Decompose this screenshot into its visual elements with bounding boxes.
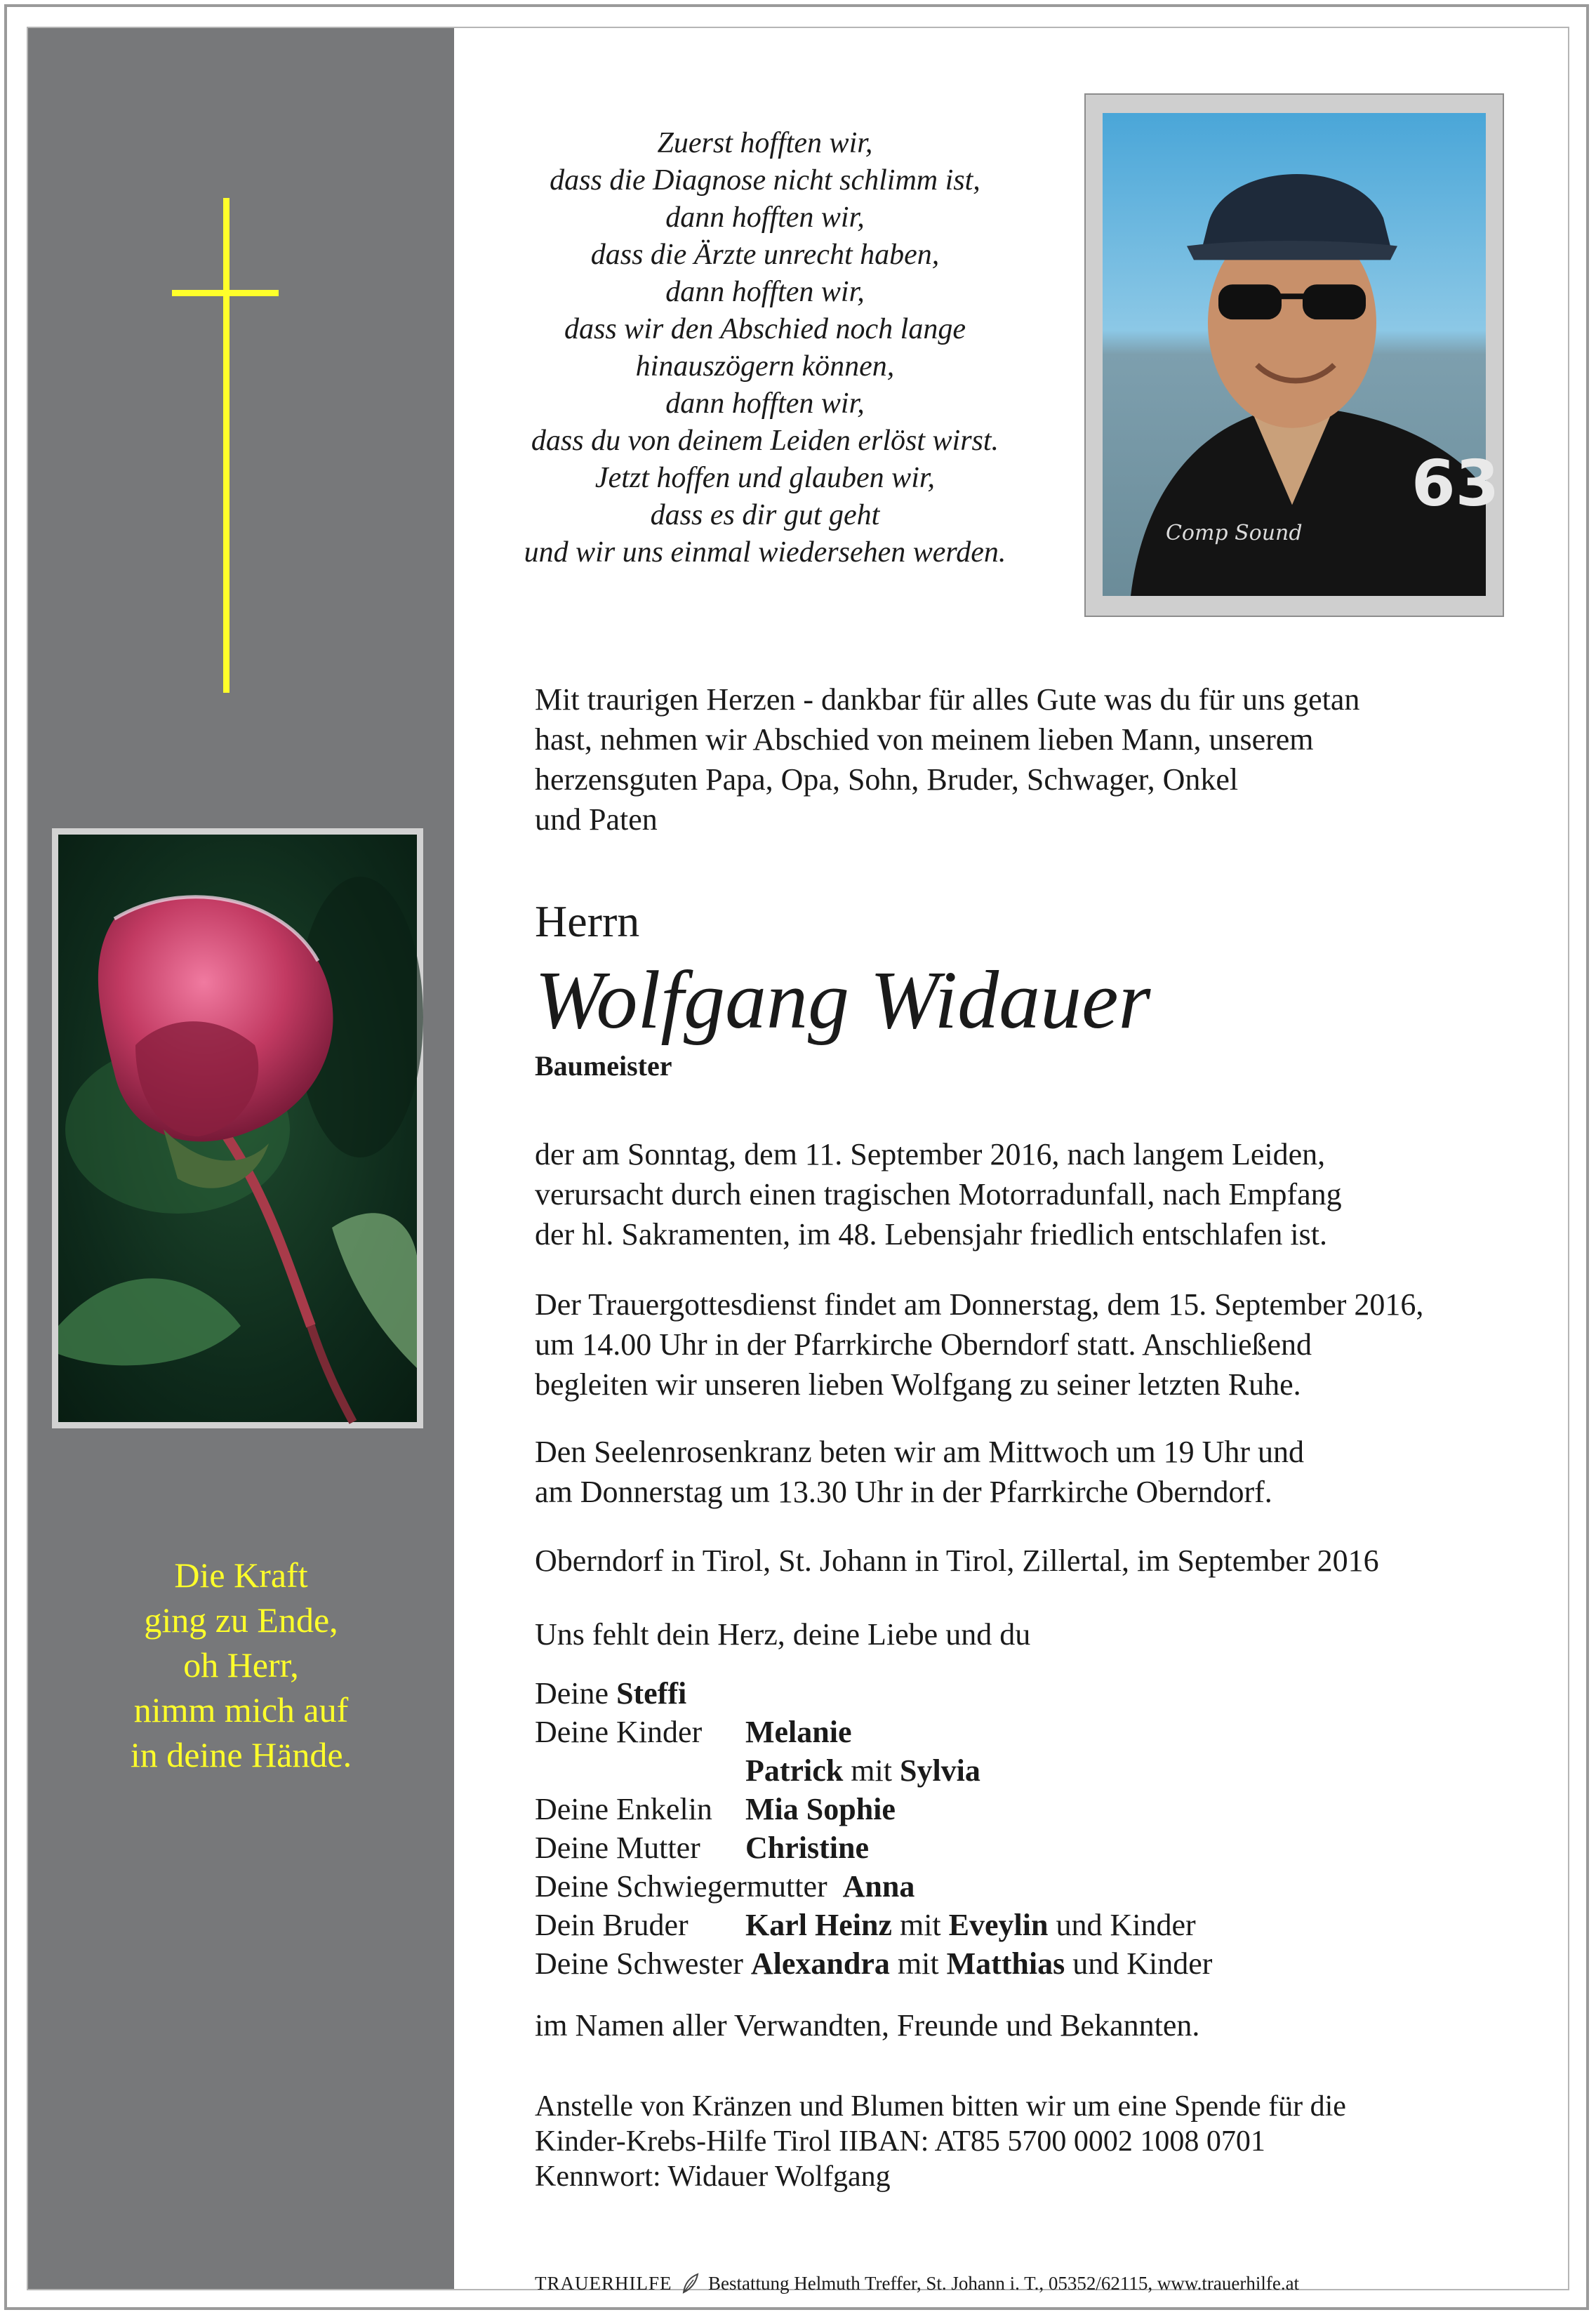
family-row [535,1867,1212,1906]
place-date: Oberndorf in Tirol, St. Johann in Tirol, Zillertal, im September 2016 [535,1543,1379,1578]
family-row [535,1906,1212,1944]
footer-brand: TRAUERHILFE [535,2273,672,2294]
family-row [535,1751,1212,1790]
deceased-name: Wolfgang Widauer [535,954,1151,1046]
poem-line: hinauszögern können, [635,350,895,383]
svg-text:Comp Sound: Comp Sound [1166,521,1303,546]
side-poem-line: nimm mich auf [133,1690,349,1730]
donation-info [535,2089,1346,2194]
intro-text [535,679,1359,839]
rose-image [52,828,423,1428]
side-poem-line: oh Herr, [183,1645,299,1685]
death-notice [535,1134,1342,1254]
relation-label: Deine Schwester [535,1946,743,1981]
connector: mit [851,1753,892,1788]
intro-line: hast, nehmen wir Abschied von meinem lieben Mann, unserem [535,722,1314,757]
rosary-line: Den Seelenrosenkranz beten wir am Mittwoch um 19 Uhr und [535,1435,1305,1469]
family-name: Anna [842,1869,915,1904]
on-behalf: im Namen aller Verwandten, Freunde und Bekannten. [535,2008,1200,2043]
family-row [535,1713,1212,1751]
poem-line: dann hofften wir, [665,201,865,234]
relation-label: Deine Schwiegermutter [535,1869,827,1904]
poem-line: dann hofften wir, [665,387,865,420]
poem-line: Jetzt hoffen und glauben wir, [594,462,936,494]
family-name: Alexandra [750,1946,890,1981]
death-line: verursacht durch einen tragischen Motorradunfall, nach Empfang [535,1177,1342,1211]
service-line: Der Trauergottesdienst findet am Donnerstag, dem 15. September 2016, [535,1287,1424,1322]
family-name: Melanie [745,1715,852,1749]
service-line: begleiten wir unseren lieben Wolfgang zu seiner letzten Ruhe. [535,1367,1301,1402]
poem-line: dann hofften wir, [665,276,865,308]
side-poem-line: ging zu Ende, [144,1600,338,1640]
footer [535,2273,1299,2295]
poem-line: dass wir den Abschied noch lange [564,313,966,345]
poem-line: dass die Ärzte unrecht haben, [590,239,940,271]
relation-label: Deine Enkelin [535,1792,712,1826]
cross-icon [223,198,230,693]
family-row [535,1790,1212,1828]
opening-poem [449,125,1081,571]
poem-line: und wir uns einmal wiedersehen werden. [524,536,1006,569]
intro-line: Mit traurigen Herzen - dankbar für alles Gute was du für uns getan [535,682,1360,717]
family-name: Mia Sophie [745,1792,896,1826]
family-name: Steffi [616,1676,687,1711]
svg-text:63: 63 [1411,447,1500,521]
intro-line: herzensguten Papa, Opa, Sohn, Bruder, Schwager, Onkel [535,762,1239,797]
family-name: Matthias [946,1946,1065,1981]
intro-line: und Paten [535,802,658,837]
poem-line: dass es dir gut geht [650,499,880,531]
relation-label: Deine [535,1676,609,1711]
poem-line: dass die Diagnose nicht schlimm ist, [550,164,980,197]
rosary-line: am Donnerstag um 13.30 Uhr in der Pfarrkirche Oberndorf. [535,1475,1272,1509]
family-name: Sylvia [899,1753,980,1788]
connector: und Kinder [1056,1908,1196,1942]
side-poem-line: in deine Hände. [130,1735,352,1774]
footer-text: Bestattung Helmuth Treffer, St. Johann i. T., 05352/62115, www.trauerhilfe.at [708,2273,1300,2294]
side-poem-line: Die Kraft [174,1555,308,1595]
poem-line: Zuerst hofften wir, [657,127,873,159]
occupation: Baumeister [535,1050,672,1082]
connector: und Kinder [1072,1946,1213,1981]
family-name: Karl Heinz [745,1908,892,1942]
leaf-icon [681,2273,699,2294]
donation-line: Anstelle von Kränzen und Blumen bitten wir um eine Spende für die [535,2090,1346,2123]
donation-line: Kennwort: Widauer Wolfgang [535,2160,891,2193]
rosary-info [535,1432,1304,1512]
relation-label: Deine Mutter [535,1831,700,1865]
connector: mit [899,1908,941,1942]
missing-line: Uns fehlt dein Herz, deine Liebe und du [535,1617,1031,1652]
salutation: Herrn [535,896,640,946]
poem-line: dass du von deinem Leiden erlöst wirst. [531,425,999,457]
relation-label: Deine Kinder [535,1715,703,1749]
family-row [535,1944,1212,1983]
death-line: der hl. Sakramenten, im 48. Lebensjahr friedlich entschlafen ist. [535,1217,1327,1252]
donation-line: Kinder-Krebs-Hilfe Tirol IIBAN: AT85 5700 0002 1008 0701 [535,2125,1265,2158]
service-line: um 14.00 Uhr in der Pfarrkirche Oberndorf statt. Anschließend [535,1327,1312,1362]
family-row [535,1674,1212,1713]
family-name: Eveylin [948,1908,1049,1942]
connector: mit [897,1946,939,1981]
family-name: Patrick [745,1753,844,1788]
side-poem [28,1553,454,1777]
portrait-photo [1084,93,1504,617]
family-name: Christine [745,1831,869,1865]
family-row [535,1828,1212,1867]
service-info [535,1284,1423,1405]
death-line: der am Sonntag, dem 11. September 2016, nach langem Leiden, [535,1137,1326,1171]
cross-icon-bar [172,290,279,296]
relation-label: Dein Bruder [535,1908,689,1942]
family-list [535,1674,1212,1983]
